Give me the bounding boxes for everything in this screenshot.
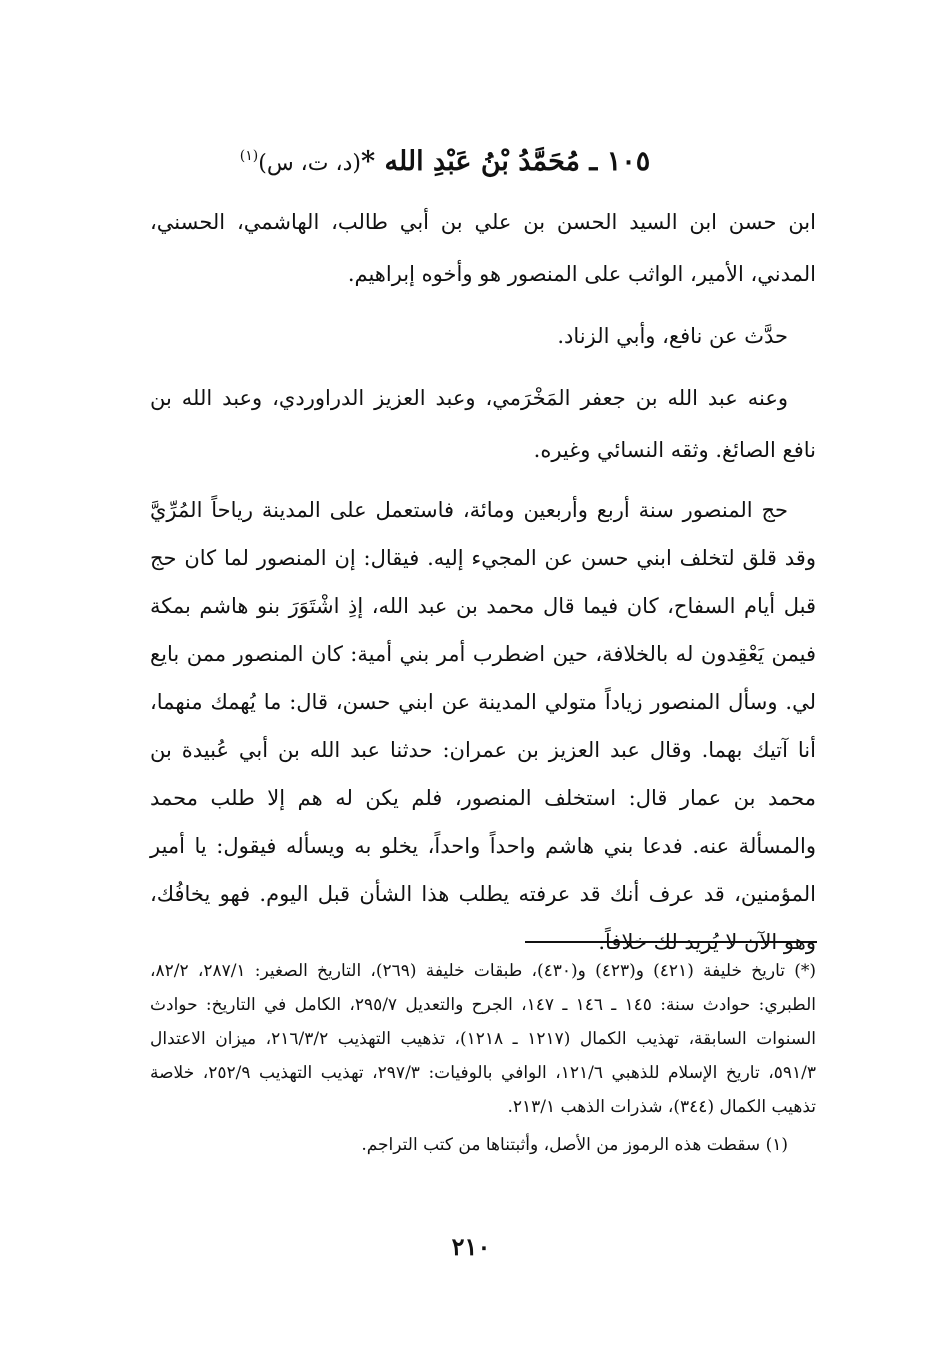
page-number: ٢١٠ [451,1232,491,1261]
entry-name: مُحَمَّدُ بْنُ عَبْدِ الله [384,146,580,177]
entry-sigla: (د، ت، س) [258,151,361,176]
footnote-1: (١) سقطت هذه الرموز من الأصل، وأثبتناها من كتب التراجم. [361,1135,788,1155]
lineage-paragraph: ابن حسن ابن السيد الحسن بن علي بن أبي طالب، الهاشمي، الحسني، المدني، الأمير، الواثب على المنصور هو وأخوه إبراهيم. [150,210,816,286]
footnote-star: (*) تاريخ خليفة (٤٢١) و(٤٢٣) و(٤٣٠)، طبقات خليفة (٢٦٩)، التاريخ الصغير: ٢٨٧/١، ٨٢/٢، الطبري: حوادث سنة: ١٤٥ ـ ١٤٦ ـ ١٤٧، الجرح والتعديل ٢٩٥/٧، الكامل في التاريخ: حوادث السنوات السابقة، تهذيب الكمال (١٢١٧ ـ ١٢١٨)، تذهيب التهذيب ٢١٦/٣/٢، ميزان الاعتدال ٥٩١/٣، تاريخ الإسلام للذهبي ١٢١/٦، الوافي بالوفيات: ٢٩٧/٣، تهذيب التهذيب ٢٥٢/٩، خلاصة تذهيب الكمال (٣٤٤)، شذرات الذهب ٢١٣/١. [150,961,817,1117]
entry-number: ١٠٥ ـ [589,146,651,177]
narrated-from-paragraph: حدَّث عن نافع، وأبي الزناد. [557,324,788,348]
biography-paragraph: حج المنصور سنة أربع وأربعين ومائة، فاستعمل على المدينة رياحاً المُرِّيَّ وقد قلق لتخلف ابني حسن عن المجيء إليه. فيقال: إن المنصور لما كان حج قبل أيام السفاح، كان فيما قال محمد بن عبد الله، إذِ اشْتَوَرَ بنو هاشم بمكة فيمن يَعْقِدون له بالخلافة، حين اضطرب أمر بني أمية: كان المنصور ممن بايع لي. وسأل المنصور زياداً متولي المدينة عن ابني حسن، قال: ما يُهمك منهما، أنا آتيك بهما. وقال عبد العزيز بن عمران: حدثنا عبد الله بن أبي عُبيدة بن محمد بن عمار قال: استخلف المنصور، فلم يكن له هم إلا طلب محمد والمسألة عنه. فدعا بني هاشم واحداً واحداً، يخلو به ويسأله فيقول: يا أمير المؤمنين، قد عرف أنك قد عرفته يطلب هذا الشأن قبل اليوم. فهو يخافُك، وهو الآن لا يُريد لك خلافاً. [150,498,816,954]
footnotes [150,954,816,1162]
footnote-divider [525,941,817,943]
narrators-paragraph: وعنه عبد الله بن جعفر المَخْرَمي، وعبد العزيز الدراوردي، وعبد الله بن نافع الصائغ. وثقه النسائي وغيره. [150,386,816,462]
entry-heading [150,136,740,184]
footnote-ref-1: (١) [239,148,259,164]
footnote-star-marker: * [360,146,376,177]
entry-body [150,196,816,976]
